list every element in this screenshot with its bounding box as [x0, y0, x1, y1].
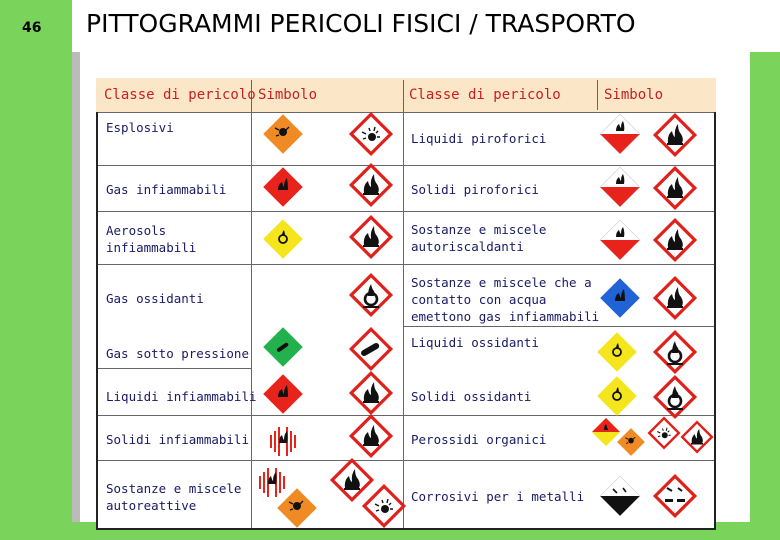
- row-label: Gas sotto pressione: [106, 346, 249, 361]
- row-divider: [98, 165, 714, 166]
- row-label: Solidi piroforici: [411, 182, 539, 197]
- row-label: Sostanze e miscele autoreattive: [106, 481, 242, 513]
- slide-title: PITTOGRAMMI PERICOLI FISICI / TRASPORTO: [86, 9, 636, 38]
- col-divider: [597, 80, 598, 110]
- row-divider: [98, 368, 251, 369]
- row-label: Gas ossidanti: [106, 291, 204, 306]
- row-label: Solidi infiammabili: [106, 432, 249, 447]
- row-divider: [98, 211, 714, 212]
- row-divider: [98, 415, 714, 416]
- header-class-left: Classe di pericolo: [104, 87, 256, 103]
- row-label: Corrosivi per i metalli: [411, 489, 585, 504]
- row-label: Liquidi ossidanti: [411, 335, 539, 350]
- left-bar: [72, 52, 80, 522]
- row-label: Aerosols infiammabili: [106, 223, 197, 255]
- header-symbol-right: Simbolo: [604, 87, 664, 103]
- row-label: Solidi ossidanti: [411, 389, 532, 404]
- row-label: Esplosivi: [106, 120, 174, 135]
- row-label: Gas infiammabili: [106, 182, 227, 197]
- header-class-right: Classe di pericolo: [409, 87, 561, 103]
- row-label: Liquidi piroforici: [411, 131, 547, 146]
- row-label: Sostanze e miscele che a contatto con acqua emettono gas infiammabili: [411, 275, 600, 324]
- row-label: Perossidi organici: [411, 432, 547, 447]
- header-symbol-left: Simbolo: [258, 87, 318, 103]
- page-number: 46: [22, 20, 42, 36]
- row-divider: [98, 460, 714, 461]
- row-label: Liquidi infiammabili: [106, 389, 257, 404]
- row-divider: [98, 264, 714, 265]
- row-label: Sostanze e miscele autoriscaldanti: [411, 222, 547, 254]
- row-divider: [404, 326, 714, 327]
- row-divider: [98, 112, 714, 113]
